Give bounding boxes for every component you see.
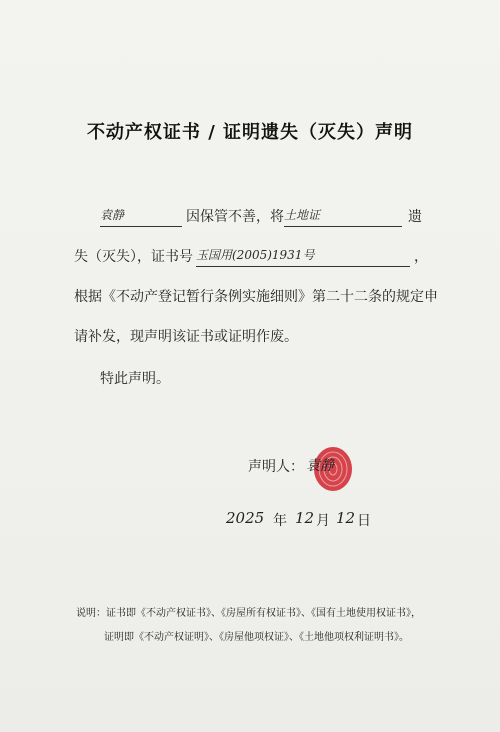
line1-text: 因保管不善，将 [186,209,284,225]
line4-text: 请补发，现声明该证书或证明作废。 [74,329,298,345]
date-month: 12 [295,509,315,527]
item-blank [284,206,402,227]
date-year-char: 年 [273,513,287,529]
line1-end: 遗 [408,209,422,225]
name-blank [100,206,182,227]
handwritten-item: 土地证 [284,208,321,222]
date-day-char: 日 [357,513,371,529]
line2-text: 失（灭失），证书号 [74,249,193,265]
line2-end: ， [414,249,428,265]
note-line2: 证明即《不动产权证明》、《房屋他项权证》、《土地他项权利证明书》。 [104,632,409,643]
handwritten-name: 袁静 [100,208,125,222]
handwritten-signature: 袁静 [306,458,334,474]
handwritten-cert-no: 玉国用(2005)1931号 [196,248,315,262]
note-line1: 说明：证书即《不动产权证书》、《房屋所有权证书》、《国有土地使用权证书》， [76,608,421,619]
page-title: 不动产权证书 / 证明遗失（灭失）声明 [86,122,414,143]
date-month-char: 月 [316,513,330,529]
closing-text: 特此声明。 [100,371,170,387]
cert-no-blank [196,246,410,267]
line3-text: 根据《不动产登记暂行条例实施细则》第二十二条的规定申 [74,289,438,305]
date-year: 2025 [226,509,265,527]
declarant-label: 声明人： [248,459,304,475]
date-day: 12 [336,509,356,527]
